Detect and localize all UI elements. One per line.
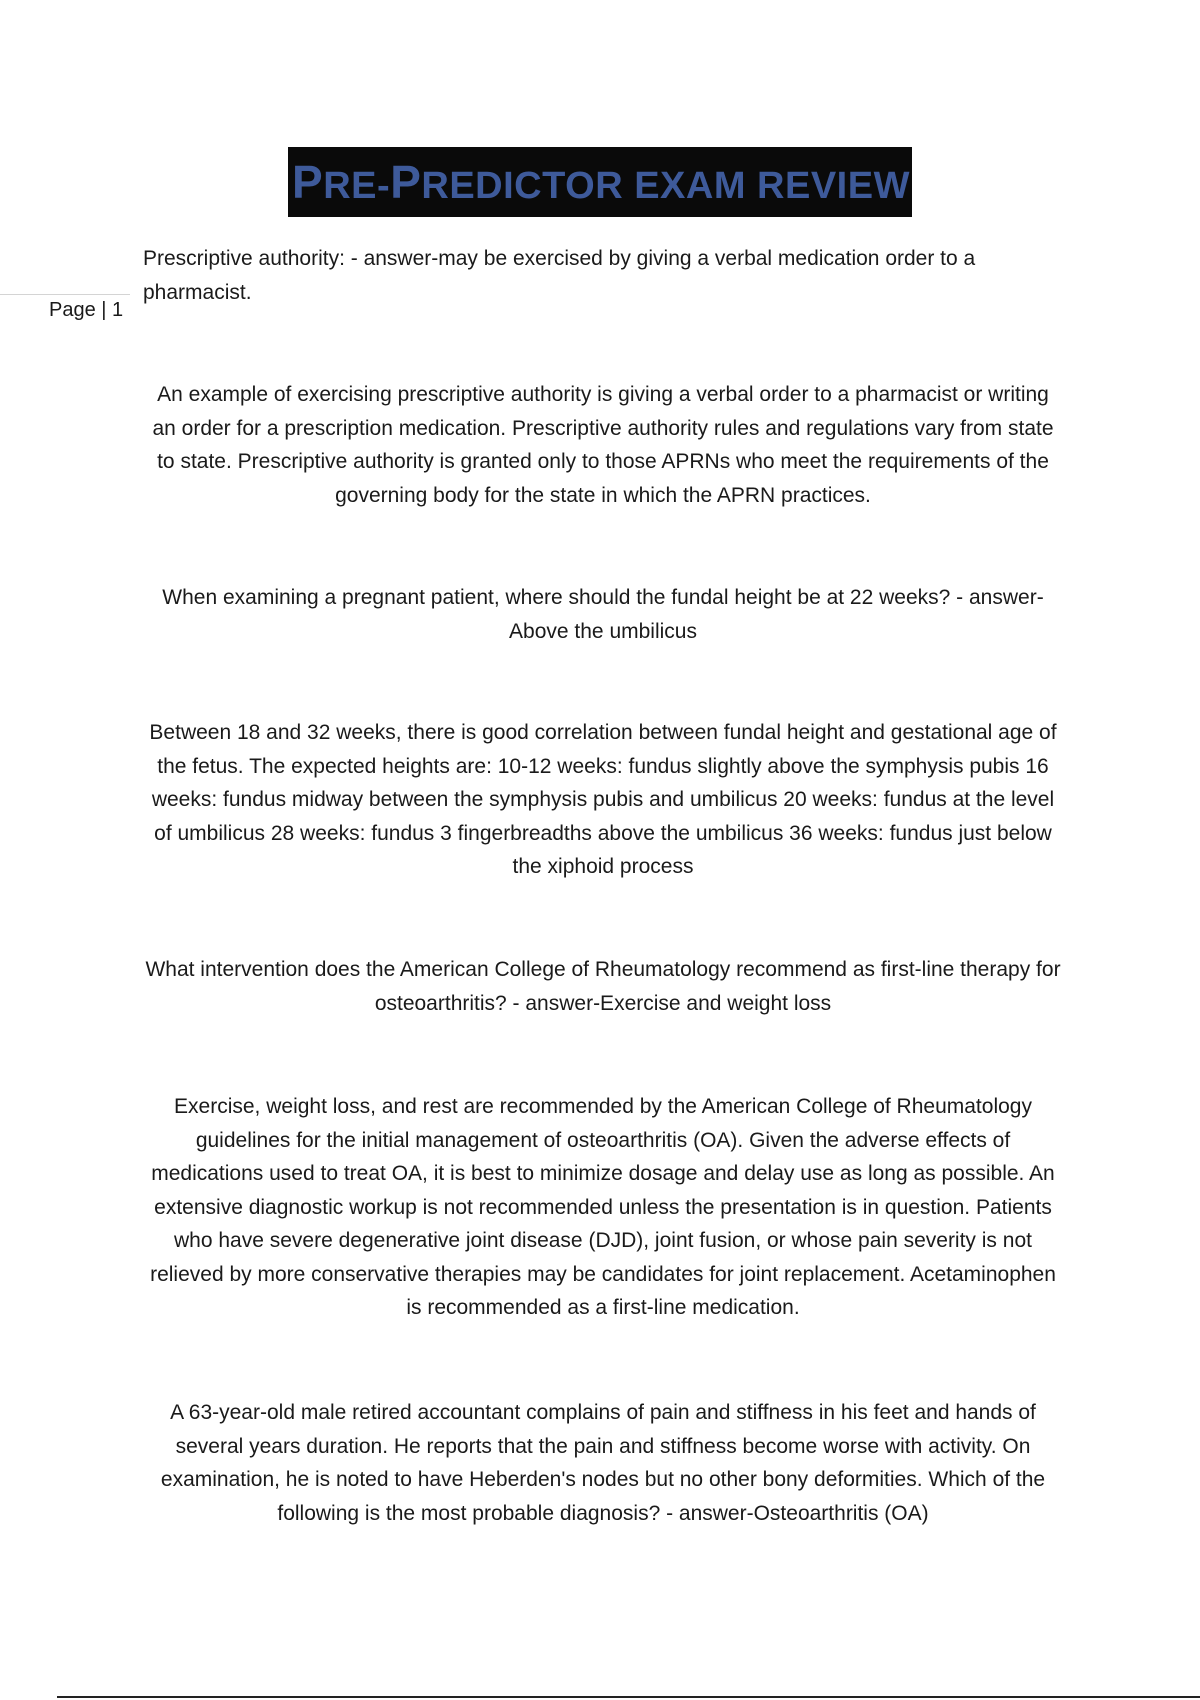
paragraph-osteoarthritis-diagnosis-qa: A 63-year-old male retired accountant complains of pain and stiffness in his feet and hands of several years duration. He reports that the pain and stiffness become worse with activity. On examination, he is noted to have Heberden's nodes but no other bony deformities. Which of the following is the most probable diagnosis? - answer-Osteoarthritis (OA)	[160, 1401, 1046, 1525]
paragraph-prescriptive-authority-qa: Prescriptive authority: - answer-may be exercised by giving a verbal medication order to a pharmacist.	[143, 247, 976, 304]
paragraph-fundal-height-explanation: Between 18 and 32 weeks, there is good correlation between fundal height and gestational age of the fetus. The expected heights are: 10-12 weeks: fundus slightly above the symphysis pubis 16 weeks: fundus midway between the symphysis pubis and umbilicus 20 weeks: fundus at the level of umbilicus 28 weeks: fundus 3 fingerbreadths above the umbilicus 36 weeks: fundus just below the xiphoid process	[149, 721, 1057, 878]
title-wrapper	[0, 147, 1200, 217]
title-initial-2: P	[390, 156, 422, 208]
page-title	[288, 147, 912, 217]
title-rest-2: REDICTOR EXAM REVIEW	[421, 165, 910, 207]
paragraph-osteoarthritis-therapy-qa: What intervention does the American College of Rheumatology recommend as first-line therapy for osteoarthritis? - answer-Exercise and weight loss	[145, 958, 1061, 1015]
paragraph-fundal-height-qa: When examining a pregnant patient, where should the fundal height be at 22 weeks? - answer-Above the umbilicus	[162, 586, 1044, 643]
paragraph-prescriptive-authority-explanation: An example of exercising prescriptive authority is giving a verbal order to a pharmacist or writing an order for a prescription medication. Prescriptive authority rules and regulations vary from state to state. Prescriptive authority is granted only to those APRNs who meet the requirements of the governing body for the state in which the APRN practices.	[152, 383, 1054, 507]
margin-divider	[0, 294, 130, 295]
title-initial-1: P	[292, 156, 324, 208]
page-number-label: Page | 1	[49, 299, 124, 321]
title-rest-1: RE-	[323, 165, 391, 207]
paragraph-osteoarthritis-therapy-explanation: Exercise, weight loss, and rest are recommended by the American College of Rheumatology guidelines for the initial management of osteoarthritis (OA). Given the adverse effects of medications used to treat OA, it is best to minimize dosage and delay use as long as possible. An extensive diagnostic workup is not recommended unless the presentation is in question. Patients who have severe degenerative joint disease (DJD), joint fusion, or whose pain severity is not relieved by more conservative therapies may be candidates for joint replacement. Acetaminophen is recommended as a first-line medication.	[150, 1095, 1056, 1319]
footer-divider	[57, 1696, 1200, 1698]
